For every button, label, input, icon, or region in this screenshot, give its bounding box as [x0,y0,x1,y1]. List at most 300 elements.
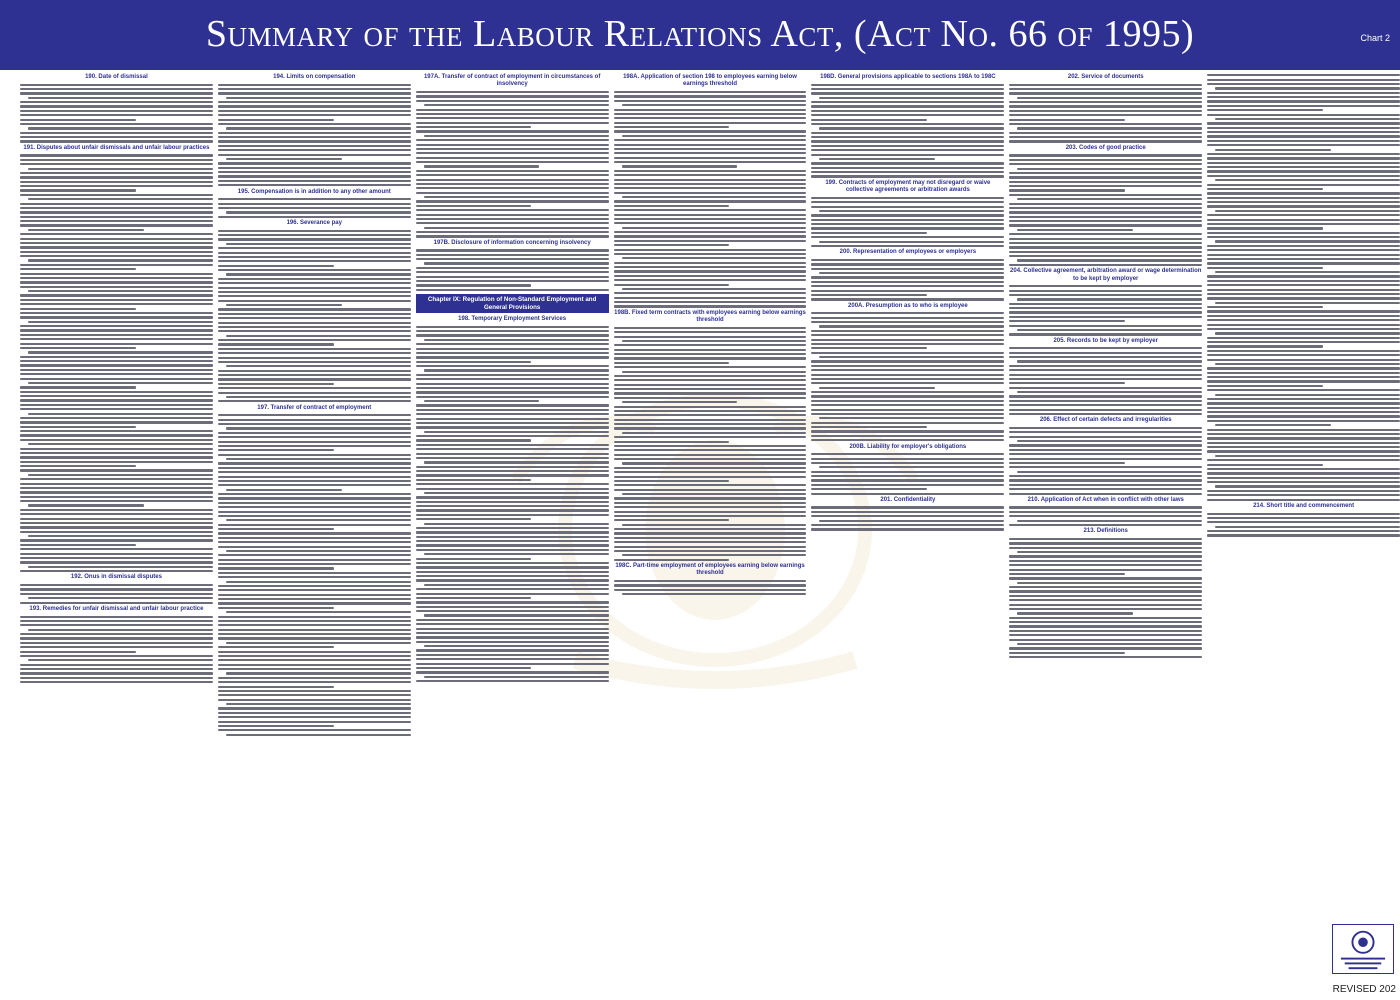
body-text-line [614,410,807,412]
body-text-line [218,476,411,478]
body-text-line [218,681,411,683]
body-text-line [1009,599,1202,601]
body-text-line [1009,154,1202,156]
body-text-line [218,515,411,517]
body-text-line [218,287,411,289]
body-text-line [218,330,411,332]
body-text-line [811,413,1004,415]
body-text-line [20,672,213,674]
body-text-line [416,187,609,189]
body-text-line [1009,203,1202,205]
body-text-line [416,271,609,273]
body-text-line [1215,424,1331,426]
body-text-line [20,101,213,103]
body-text-line [226,335,411,337]
body-text-line [1215,526,1400,528]
body-text-line [614,179,807,181]
body-text-line [416,658,609,660]
body-text-line [614,375,807,377]
body-text-line [1207,398,1400,400]
body-text-line [1215,332,1400,334]
body-text-line [1207,114,1400,116]
body-text-line [622,227,807,229]
body-text-line [20,325,213,327]
body-text-line [1009,462,1125,464]
body-text-line [20,426,136,428]
body-text-line [811,462,1004,464]
body-text-line [218,184,411,186]
body-text-line [218,265,334,267]
body-text-line [622,524,807,526]
body-text-line [1009,436,1202,438]
column-7 [1207,72,1400,982]
body-text-line [416,649,609,651]
body-text-line [1207,450,1400,452]
body-text-line [416,601,609,603]
body-text-line [1009,595,1202,597]
body-text-line [218,269,411,271]
body-text-line [226,97,411,99]
body-text-line [226,703,411,705]
body-text-line [1207,162,1400,164]
body-text-line [1009,569,1202,571]
body-text-line [416,348,609,350]
body-text-line [20,255,213,257]
body-text-line [218,171,411,173]
body-text-line [20,553,213,555]
body-text-line [1009,181,1202,183]
body-text-line [20,395,213,397]
body-text-line [1009,590,1202,592]
body-text-line [20,522,213,524]
body-text-line [811,330,1004,332]
body-text-line [614,113,807,115]
text-columns [20,72,1400,982]
body-text-line [811,294,927,296]
body-text-line [218,651,411,653]
body-text-line [20,430,213,432]
body-text-line [811,114,1004,116]
body-text-line [614,436,807,438]
body-text-line [1017,440,1202,442]
body-text-line [1207,219,1400,221]
body-text-line [20,286,213,288]
section-heading: 210. Application of Act when in conflict with other laws [1027,496,1184,503]
body-text-line [416,289,609,291]
body-text-line [622,371,807,373]
body-text-line [811,404,1004,406]
body-text-line [416,496,609,498]
body-text-line [1207,184,1400,186]
body-text-line [811,171,1004,173]
body-text-line [20,92,213,94]
body-text-line [20,548,213,550]
body-text-line [811,479,1004,481]
body-text-line [1207,359,1400,361]
body-text-line [1207,284,1400,286]
body-text-line [218,291,411,293]
body-text-line [1009,119,1125,121]
body-text-line [1009,132,1202,134]
body-text-line [1009,538,1202,540]
body-text-line [1207,324,1400,326]
body-text-line [218,686,334,688]
body-text-line [622,196,807,198]
body-text-line [416,509,609,511]
body-text-line [1009,634,1202,636]
body-text-line [819,325,1004,327]
body-text-line [1009,506,1202,508]
body-text-line [416,435,609,437]
body-text-line [20,140,213,142]
body-text-line [811,140,1004,142]
body-text-line [424,676,609,678]
body-text-line [218,563,411,565]
body-text-line [614,445,807,447]
section-heading: 200A. Presumption as to who is employee [848,302,968,309]
body-text-line [1207,464,1323,466]
body-text-line [1207,140,1400,142]
body-text-line [20,557,213,559]
body-text-line [218,572,411,574]
body-text-line [416,518,532,520]
body-text-line [218,123,411,125]
body-text-line [416,426,609,428]
body-text-line [811,458,1004,460]
body-text-line [1207,293,1400,295]
body-text-line [811,365,1004,367]
body-text-line [416,623,609,625]
body-text-line [416,139,609,141]
body-text-line [20,620,213,622]
body-text-line [218,537,411,539]
body-text-line [20,185,213,187]
body-text-line [20,642,213,644]
body-text-line [1207,433,1400,435]
body-text-line [218,462,411,464]
body-text-line [614,515,807,517]
section-heading: 200. Representation of employees or employers [839,249,977,256]
body-text-line [811,276,1004,278]
page-title: Summary of the Labour Relations Act, (Act No. 66 of 1995) [205,13,1195,55]
body-text-line [614,357,807,359]
body-text-line [218,589,411,591]
body-text-line [1207,477,1400,479]
body-text-line [416,549,609,551]
body-text-line [1207,192,1400,194]
section-heading: 193. Remedies for unfair dismissal and unfair labour practice [29,605,204,612]
body-text-line [1009,466,1202,468]
body-text-line [1207,415,1400,417]
body-text-line [614,187,807,189]
body-text-line [20,273,213,275]
body-text-line [1009,303,1202,305]
body-text-line [20,233,213,235]
body-text-line [20,651,136,653]
body-text-line [20,216,213,218]
body-text-line [614,305,807,307]
body-text-line [614,449,807,451]
body-text-line [20,456,213,458]
body-text-line [1207,310,1400,312]
body-text-line [819,272,1004,274]
body-text-line [1207,350,1400,352]
body-text-line [20,369,213,371]
body-text-line [20,478,213,480]
body-text-line [218,480,411,482]
body-text-line [20,434,213,436]
body-text-line [1017,643,1202,645]
body-text-line [811,409,1004,411]
body-text-line [218,414,411,416]
body-text-line [1009,246,1202,248]
body-text-line [218,216,411,218]
body-text-line [1207,490,1400,492]
body-text-line [1009,333,1202,335]
body-text-line [1207,236,1400,238]
column-5 [811,72,1004,982]
body-text-line [1009,347,1202,349]
body-text-line [1017,551,1202,553]
body-text-line [20,391,213,393]
body-text-line [416,157,609,159]
body-text-line [416,249,609,251]
section-heading: 213. Definitions [1083,528,1128,535]
body-text-line [811,236,1004,238]
body-text-line [1207,530,1400,532]
body-text-line [819,356,1004,358]
body-text-line [1009,224,1202,226]
body-text-line [218,712,411,714]
body-text-line [416,258,609,260]
body-text-line [1009,449,1202,451]
body-text-line [218,655,411,657]
body-text-line [218,114,411,116]
body-text-line [1009,458,1202,460]
body-text-line [218,383,334,385]
body-text-line [218,567,334,569]
body-text-line [614,441,730,443]
body-text-line [218,620,411,622]
body-text-line [811,475,1004,477]
body-text-line [1009,475,1202,477]
body-text-line [811,145,1004,147]
body-text-line [416,183,609,185]
section-heading: 199. Contracts of employment may not disregard or waive collective agreements or arbitration awards [825,179,991,194]
body-text-line [416,343,609,345]
body-text-line [416,378,609,380]
body-text-line [416,527,609,529]
body-text-line [1207,468,1400,470]
body-text-line [218,252,411,254]
body-text-line [614,122,807,124]
body-text-line [226,304,342,306]
body-text-line [811,382,1004,384]
body-text-line [614,270,807,272]
body-text-line [20,588,213,590]
body-text-line [218,256,411,258]
body-text-line [614,327,807,329]
body-text-line [28,566,213,568]
body-text-line [1207,197,1400,199]
body-text-line [416,218,609,220]
body-text-line [1009,586,1202,588]
body-text-line [218,374,411,376]
body-text-line [20,518,213,520]
body-text-line [416,95,609,97]
body-text-line [1009,382,1125,384]
body-text-line [28,413,213,415]
body-text-line [1009,159,1202,161]
body-text-line [20,602,213,604]
body-text-line [218,659,411,661]
chart-number-tag: Chart 2 [1360,33,1390,43]
body-text-line [1009,369,1202,371]
body-text-line [1207,345,1323,347]
body-text-line [622,432,807,434]
body-text-line [1215,149,1331,151]
body-text-line [416,628,609,630]
body-text-line [20,119,136,121]
body-text-line [1009,176,1202,178]
section-heading: 198D. General provisions applicable to sections 198A to 198C [820,74,996,80]
body-text-line [218,247,411,249]
section-heading: 196. Severance pay [286,220,342,227]
body-text-line [811,471,1004,473]
body-text-line [811,281,1004,283]
body-text-line [20,343,213,345]
section-heading: 206. Effect of certain defects and irregularities [1039,417,1172,424]
body-text-line [1009,311,1202,313]
section-heading: 194. Limits on compensation [273,74,356,80]
body-text-line [622,165,738,167]
body-text-line [28,168,213,170]
body-text-line [1207,157,1400,159]
body-text-line [614,209,807,211]
body-text-line [614,471,807,473]
body-text-line [622,401,738,403]
body-text-line [20,189,136,191]
revision-label: REVISED 202 [1332,984,1396,995]
body-text-line [416,209,609,211]
body-text-line [614,192,807,194]
body-text-line [226,611,411,613]
body-text-line [614,484,807,486]
body-text-line [811,334,1004,336]
body-text-line [416,161,609,163]
section-heading: 198A. Application of section 198 to employees earning below earnings threshold [623,74,797,88]
body-text-line [1207,437,1400,439]
body-text-line [1009,320,1125,322]
body-text-line [218,502,411,504]
body-text-line [20,465,136,467]
body-text-line [811,298,1004,300]
body-text-line [811,430,1004,432]
body-text-line [614,362,730,364]
body-text-line [1207,402,1400,404]
section-heading: 204. Collective agreement, arbitration award or wage determination to be kept by employer [1010,268,1202,282]
body-text-line [614,497,807,499]
body-text-line [424,227,609,229]
body-text-line [218,729,411,731]
body-text-line [218,637,411,639]
body-text-line [218,716,411,718]
body-text-line [614,489,807,491]
body-text-line [1009,564,1202,566]
body-text-line [416,501,609,503]
body-text-line [416,671,609,673]
body-text-line [416,122,609,124]
body-text-line [218,300,411,302]
body-text-line [614,427,807,429]
body-text-line [416,280,609,282]
body-text-line [218,370,411,372]
body-text-line [1207,214,1400,216]
body-text-line [1009,555,1202,557]
body-text-line [1009,242,1202,244]
body-text-line [614,559,730,561]
body-text-line [1009,542,1202,544]
body-text-line [218,154,411,156]
body-text-line [218,633,411,635]
body-text-line [811,119,927,121]
body-text-line [218,436,411,438]
body-text-line [1009,211,1202,213]
body-text-line [811,528,1004,530]
body-text-line [1009,307,1202,309]
body-text-line [1009,431,1202,433]
body-text-line [416,326,609,328]
body-text-line [1009,140,1202,142]
body-text-line [614,244,730,246]
body-text-line [1009,573,1125,575]
section-heading: 205. Records to be kept by employer [1053,337,1158,344]
body-text-line [614,235,807,237]
body-text-line [416,536,609,538]
body-text-line [1207,337,1400,339]
column-1 [20,72,213,982]
body-text-line [218,352,411,354]
body-text-line [20,329,213,331]
body-text-line [424,262,609,264]
body-text-line [811,422,1004,424]
column-2 [218,72,411,982]
body-text-line [218,132,411,134]
body-text-line [1215,240,1400,242]
section-heading: 198C. Part-time employment of employees earning below earnings threshold [615,563,805,577]
body-text-line [1009,264,1202,266]
body-text-line [28,229,144,231]
body-text-line [20,646,213,648]
body-text-line [20,421,213,423]
body-text-line [614,546,807,548]
body-text-line [1017,168,1202,170]
body-text-line [1009,617,1202,619]
body-text-line [1207,254,1400,256]
body-text-line [811,312,1004,314]
body-text-line [416,619,609,621]
body-text-line [811,360,1004,362]
body-text-line [218,699,411,701]
body-text-line [20,637,213,639]
body-text-line [20,399,213,401]
body-text-line [424,400,540,402]
body-text-line [218,454,411,456]
body-text-line [1207,380,1400,382]
body-text-line [20,616,213,618]
body-text-line [218,92,411,94]
body-text-line [614,511,807,513]
